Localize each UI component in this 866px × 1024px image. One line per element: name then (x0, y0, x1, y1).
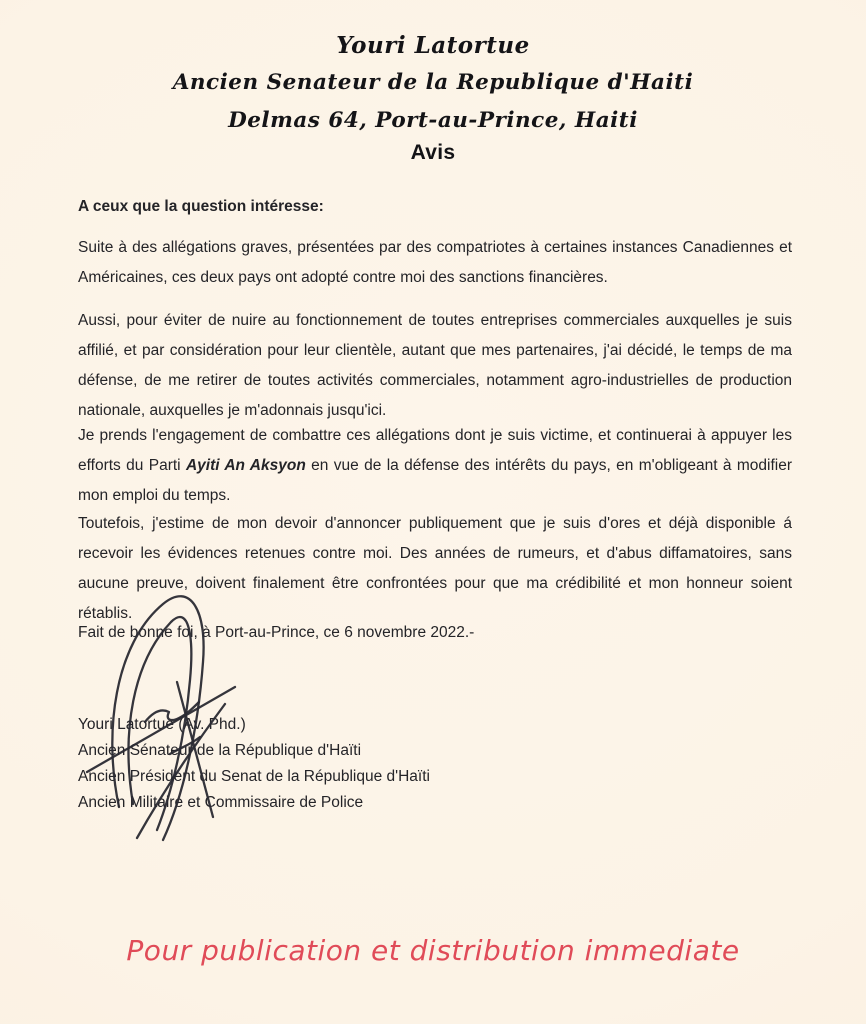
paragraph-engagement (78, 421, 792, 511)
signatory-name: Youri Latortue (Av. Phd.) (78, 716, 246, 733)
salutation-line: A ceux que la question intéresse: (78, 198, 324, 215)
paragraph-disponibilite: Toutefois, j'estime de mon devoir d'annoncer publiquement que je suis d'ores et déjà disponible á recevoir les évidences retenues contre moi. Des années de rumeurs, et d'abus diffamatoires, sans aucune preuve, doivent finalement être confrontées pour que ma crédibilité et mon honneur soient rétablis. (78, 515, 792, 622)
paragraph-sanctions: Suite à des allégations graves, présentées par des compatriotes à certaines instances Canadiennes et Américaines, ces deux pays ont adopté contre moi des sanctions financières. (78, 239, 792, 286)
paragraph-retrait-activites: Aussi, pour éviter de nuire au fonctionnement de toutes entreprises commerciales auxquelles je suis affilié, et par considération pour leur clientèle, autant que mes partenaires, j'ai décidé, le temps de ma défense, de me retirer de toutes activités commerciales, notamment agro-industrielles de production nationale, auxquelles je m'adonnais jusqu'ici. (78, 312, 792, 419)
signatory-title-1: Ancien Sénateur de la République d'Haïti (78, 742, 362, 759)
publication-note: Pour publication et distribution immediate (126, 934, 740, 967)
signature-block (78, 712, 792, 816)
signatory-title-2: Ancien Président du Senat de la République d'Haïti (78, 768, 430, 785)
signatory-title-3: Ancien Militaire et Commissaire de Police (78, 794, 364, 811)
party-name: Ayiti An Aksyon (185, 457, 306, 474)
date-line: Fait de bonne foi, à Port-au-Prince, ce 6 novembre 2022.- (78, 624, 475, 641)
letterhead-title-line: Ancien Senateur de la Republique d'Haiti (172, 70, 694, 95)
document-title: Avis (410, 141, 456, 164)
paragraph-engagement-before: Je prends l'engagement de combattre ces allégations dont je suis victime, et continuerai à appuyer les efforts du Parti (78, 427, 792, 474)
letterhead-name: Youri Latortue (336, 32, 530, 59)
letterhead-address-line: Delmas 64, Port-au-Prince, Haiti (228, 108, 638, 133)
paragraph-engagement-after: en vue de la défense des intérêts du pays, en m'obligeant à modifier mon emploi du temps. (78, 457, 793, 504)
